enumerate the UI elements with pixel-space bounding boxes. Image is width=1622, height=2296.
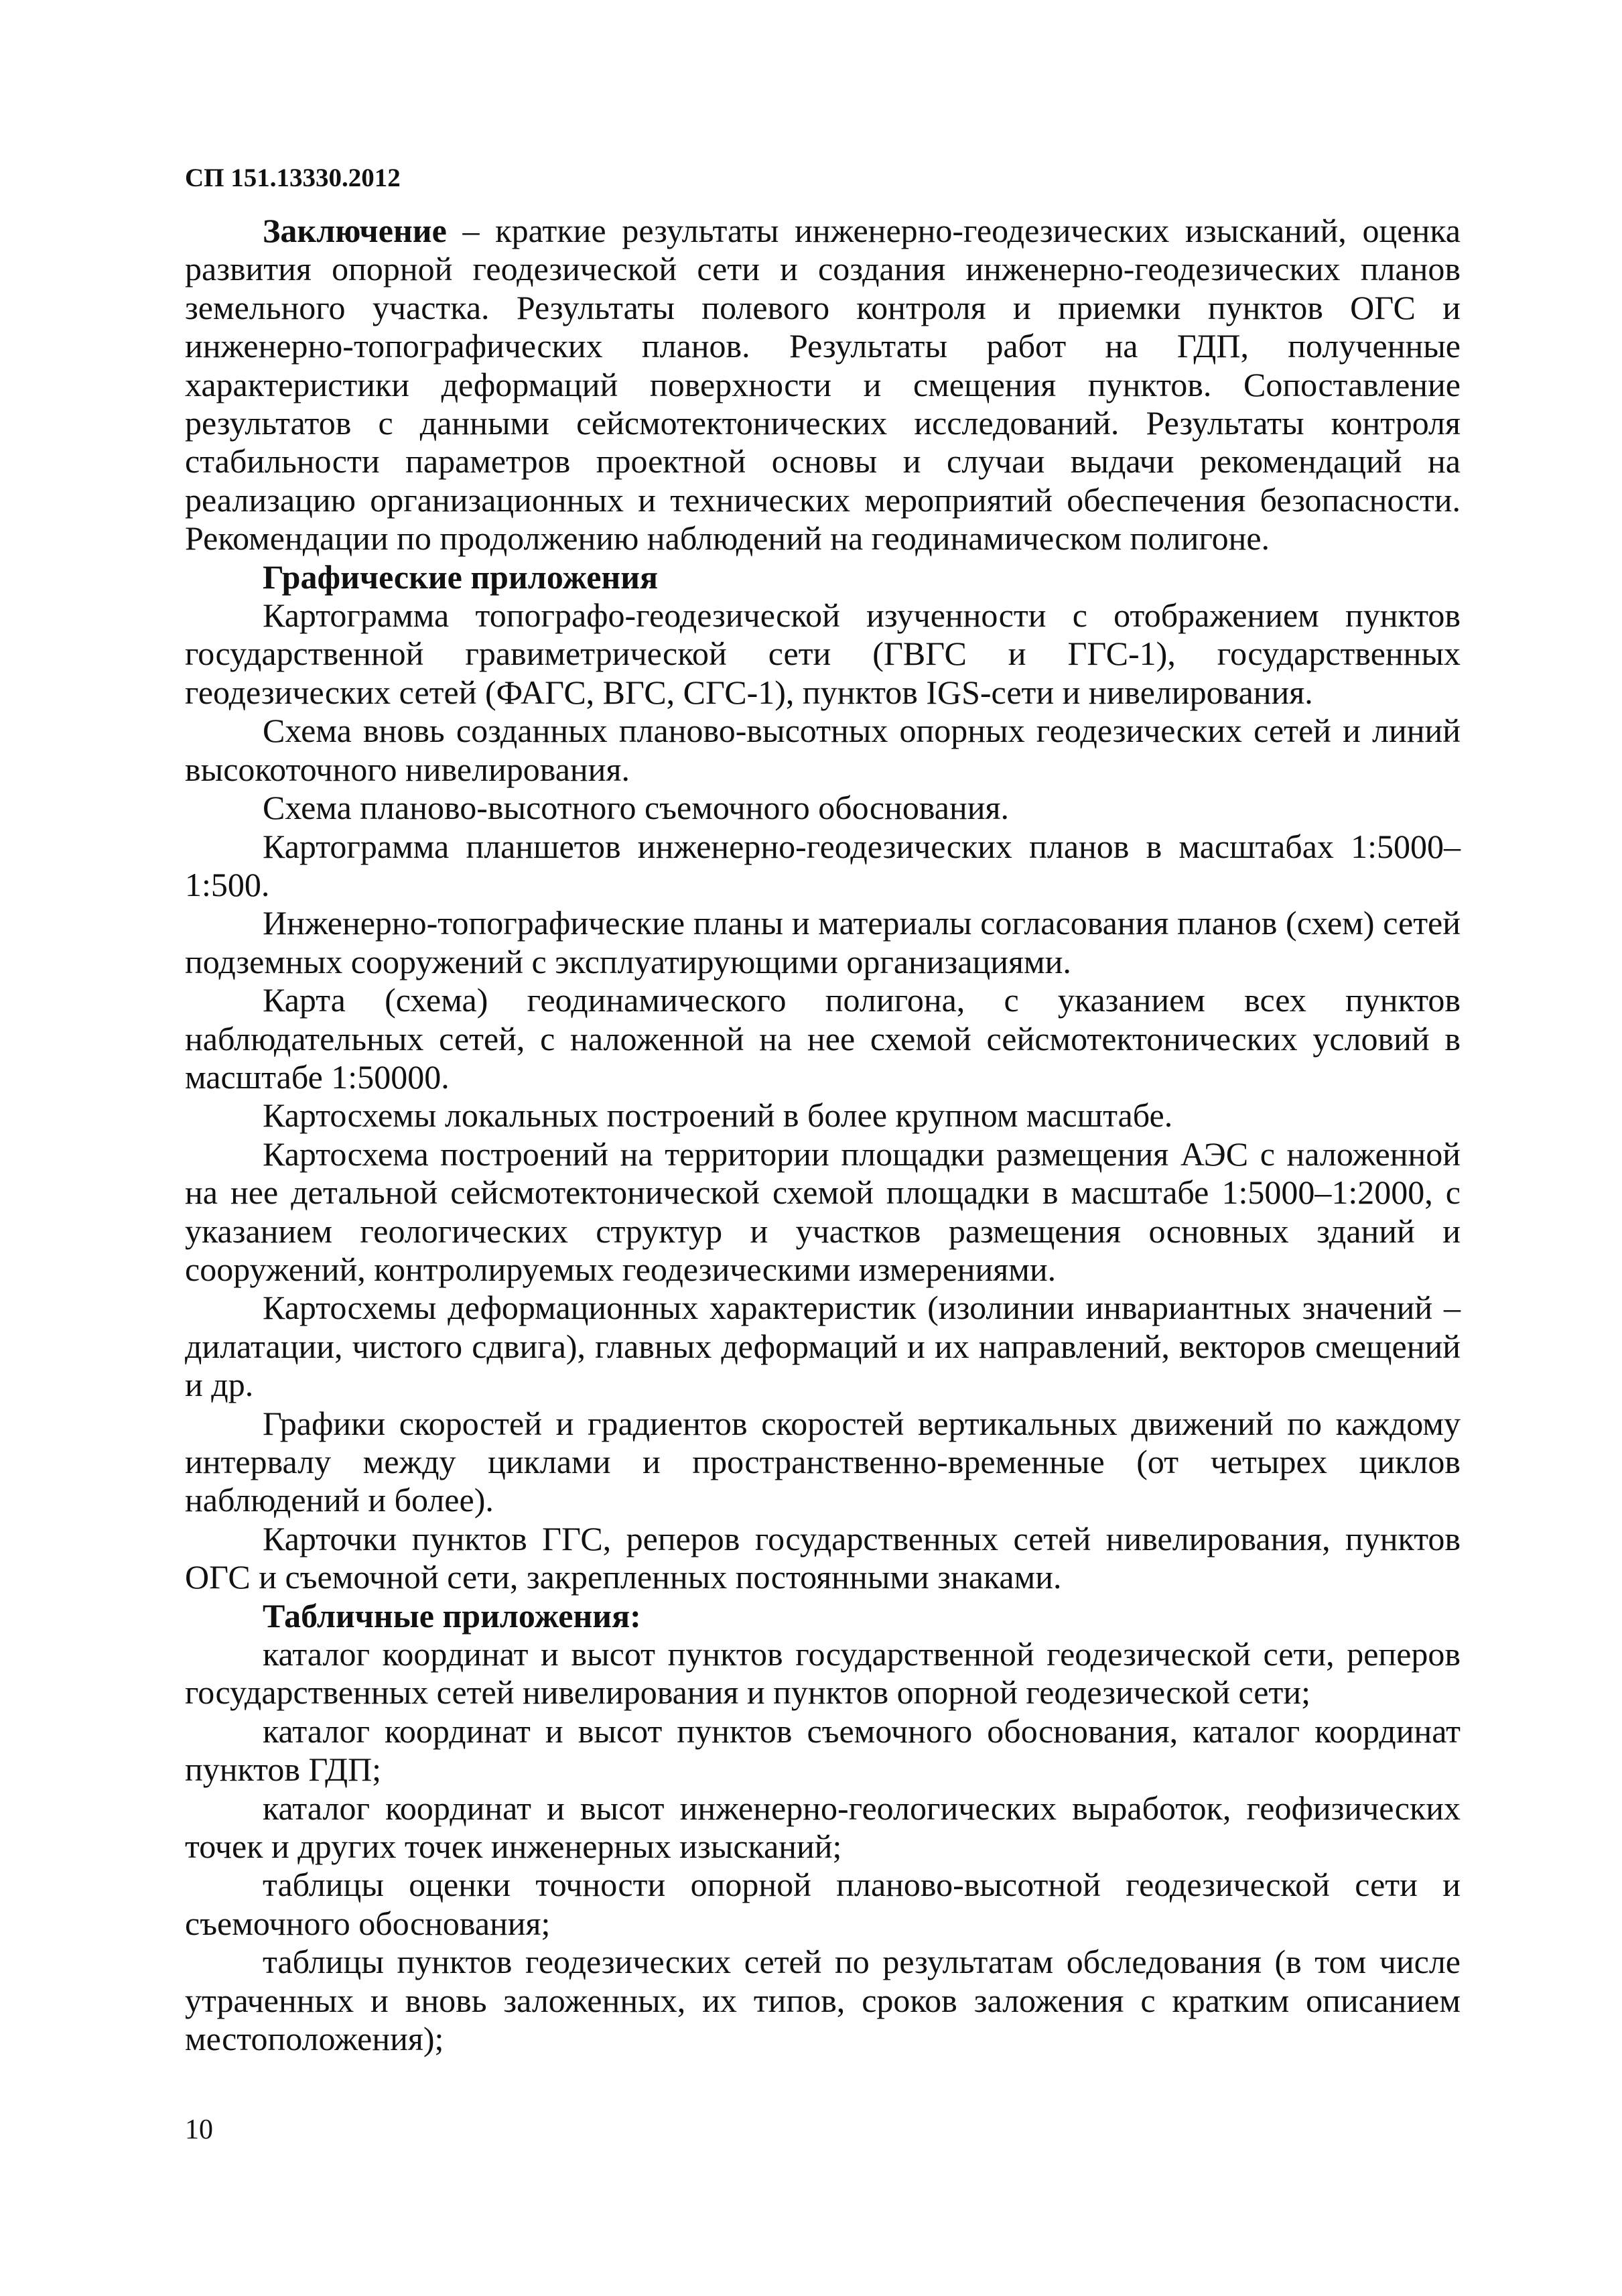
graphic-item: Схема планово-высотного съемочного обоснования. (263, 789, 1010, 827)
conclusion-term: Заключение (263, 212, 447, 249)
graphic-item: Картограмма планшетов инженерно-геодезических планов в масштабах 1:5000–1:500. (185, 827, 1461, 903)
graphic-item: Схема вновь созданных планово-высотных опорных геодезических сетей и линий высокоточного нивелирования. (185, 712, 1461, 788)
document-code-header: СП 151.13330.2012 (185, 164, 401, 192)
graphic-item: Инженерно-топографические планы и материалы согласования планов (схем) сетей подземных сооружений с эксплуатирующими организациями. (185, 904, 1461, 980)
page-number: 10 (185, 2114, 213, 2145)
graphic-appendices-heading: Графические приложения (263, 558, 659, 596)
graphic-item: Карта (схема) геодинамического полигона, с указанием всех пунктов наблюдательных сетей, с наложенной на нее схемой сейсмотектонических условий в масштабе 1:50000. (185, 981, 1461, 1096)
tabular-item: таблицы оценки точности опорной планово-высотной геодезической сети и съемочного обоснования; (185, 1866, 1461, 1942)
document-body (185, 212, 1461, 2059)
tabular-item: каталог координат и высот пунктов государственной геодезической сети, реперов государственных сетей нивелирования и пунктов опорной геодезической сети; (185, 1635, 1461, 1712)
graphic-item: Картограмма топографо-геодезической изученности с отображением пунктов государственной гравиметрической сети (ГВГС и ГГС-1), государственных геодезических сетей (ФАГС, ВГС, СГС-1), пунктов IGS-сети и нивелирования. (185, 596, 1461, 711)
tabular-item: таблицы пунктов геодезических сетей по результатам обследования (в том числе утраченных и вновь заложенных, их типов, сроков заложения с кратким описанием местоположения); (185, 1943, 1461, 2058)
graphic-item: Карточки пунктов ГГС, реперов государственных сетей нивелирования, пунктов ОГС и съемочной сети, закрепленных постоянными знаками. (185, 1519, 1461, 1596)
graphic-item: Картосхема построений на территории площадки размещения АЭС с наложенной на нее детальной сейсмотектонической схемой площадки в масштабе 1:5000–1:2000, с указанием геологических структур и участков размещения основных зданий и сооружений, контролируемых геодезическими измерениями. (185, 1135, 1461, 1288)
conclusion-paragraph (185, 212, 1461, 558)
tabular-appendices-heading: Табличные приложения: (263, 1596, 641, 1635)
graphic-item: Картосхемы деформационных характеристик (изолинии инвариантных значений – дилатации, чистого сдвига), главных деформаций и их направлений, векторов смещений и др. (185, 1289, 1461, 1404)
graphic-item: Графики скоростей и градиентов скоростей вертикальных движений по каждому интервалу между циклами и пространственно-временные (от четырех циклов наблюдений и более). (185, 1404, 1461, 1519)
tabular-item: каталог координат и высот пунктов съемочного обоснования, каталог координат пунктов ГДП; (185, 1712, 1461, 1789)
tabular-item: каталог координат и высот инженерно-геологических выработок, геофизических точек и других точек инженерных изысканий; (185, 1789, 1461, 1866)
graphic-item: Картосхемы локальных построений в более крупном масштабе. (263, 1096, 1173, 1135)
conclusion-text: – краткие результаты инженерно-геодезических изысканий, оценка развития опорной геодезической сети и создания инженерно-геодезических планов земельного участка. Результаты полевого контроля и приемки пунктов ОГС и инженерно-топографических планов. Результаты работ на ГДП, полученные характеристики деформаций поверхности и смещения пунктов. Сопоставление результатов с данными сейсмотектонических исследований. Результаты контроля стабильности параметров проектной основы и случаи выдачи рекомендаций на реализацию организационных и технических мероприятий обеспечения безопасности. Рекомендации по продолжению наблюдений на геодинамическом полигоне. (185, 212, 1461, 558)
